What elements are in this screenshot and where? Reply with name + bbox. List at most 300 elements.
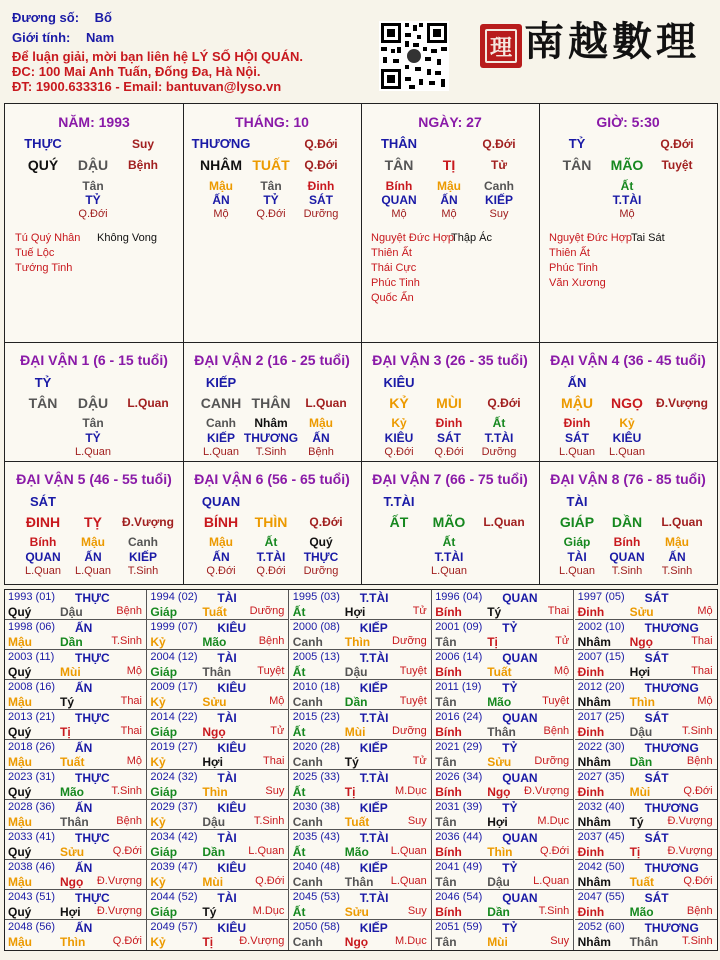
year-phase: T.Sinh [682, 725, 713, 737]
year-star: ẤN [75, 921, 93, 935]
year-stem: Kỷ [150, 935, 166, 949]
year-stem: Đinh [577, 845, 605, 859]
year-phase: Tử [412, 605, 427, 617]
year-branch: Tuất [629, 875, 655, 889]
hidden-star: KIẾP [484, 193, 514, 207]
hidden-god: T.Sinh [255, 446, 287, 458]
year-cell[interactable] [432, 860, 574, 890]
year-label: 2000 (08) [292, 621, 340, 633]
year-cell[interactable] [147, 770, 289, 800]
year-cell[interactable] [290, 710, 432, 740]
year-label: 2007 (15) [577, 651, 625, 663]
hidden-stem: Mậu [437, 179, 461, 193]
year-cell[interactable] [290, 800, 432, 830]
year-stem: Mậu [8, 875, 32, 889]
year-phase: Đ.Vượng [239, 935, 285, 947]
year-cell[interactable] [147, 860, 289, 890]
year-label: 2025 (33) [292, 771, 340, 783]
year-branch: Mùi [60, 665, 81, 679]
year-cell[interactable] [290, 890, 432, 920]
year-label: 1995 (03) [292, 591, 340, 603]
dai-van-title: ĐẠI VẬN 2 (16 - 25 tuổi) [194, 352, 350, 368]
year-label: 2039 (47) [150, 861, 198, 873]
year-label: 2010 (18) [292, 681, 340, 693]
year-star: KIÊU [217, 861, 247, 875]
year-label: 2043 (51) [8, 891, 56, 903]
year-star: KIẾP [359, 621, 388, 635]
year-label: 2023 (31) [8, 771, 56, 783]
contact-phone-email[interactable]: ĐT: 1900.633316 - Email: bantuvan@lyso.vn [12, 79, 282, 94]
year-branch: Mùi [487, 935, 508, 949]
year-stem: Nhâm [577, 815, 611, 829]
year-cell[interactable] [147, 740, 289, 770]
year-star: KIẾP [359, 741, 388, 755]
dai-van-title: ĐẠI VẬN 3 (26 - 35 tuổi) [372, 352, 528, 368]
hidden-star: ẤN [312, 431, 330, 445]
dai-van-stem: BÍNH [203, 514, 239, 530]
year-cell[interactable] [5, 800, 147, 830]
year-phase: Mộ [269, 695, 285, 707]
year-branch: Sửu [344, 905, 369, 919]
hidden-stem: Ất [264, 535, 278, 549]
dai-van-branch: NGỌ [611, 395, 643, 411]
year-label: 2041 (49) [435, 861, 483, 873]
year-branch: Tý [202, 905, 217, 919]
year-phase: Đ.Vượng [667, 815, 713, 827]
dai-van-relation: L.Quan [305, 396, 347, 410]
pillar-stem: TÂN [384, 157, 414, 173]
year-phase: M.Dục [395, 935, 427, 947]
year-branch: Sửu [202, 695, 227, 709]
pillar-notes [371, 231, 454, 306]
hidden-stem: Mậu [209, 179, 233, 193]
year-branch: Tị [344, 785, 356, 799]
year-star: ẤN [75, 741, 93, 755]
year-cell[interactable] [575, 680, 717, 710]
hidden-stem: Bính [385, 179, 413, 193]
year-stem: Bính [435, 605, 462, 619]
gender-value: Nam [85, 30, 115, 45]
year-cell[interactable] [290, 860, 432, 890]
year-branch: Dậu [487, 875, 510, 889]
year-label: 2036 (44) [435, 831, 483, 843]
pillar-god: Q.Đới [482, 137, 516, 151]
year-cell[interactable] [432, 920, 574, 950]
pillar-cell [5, 104, 183, 342]
note-item: Không Vong [97, 232, 157, 244]
year-star: TÀI [217, 831, 237, 845]
hidden-stem: Ất [620, 179, 634, 193]
year-cell[interactable] [432, 890, 574, 920]
dai-van-branch: TỴ [84, 514, 102, 530]
pillar-title: NGÀY: 27 [418, 114, 482, 130]
year-phase: Tử [412, 755, 427, 767]
dai-van-cell [539, 462, 717, 581]
year-cell[interactable] [5, 590, 147, 620]
year-cell[interactable] [5, 650, 147, 680]
dai-van-star: KIÊU [383, 375, 415, 390]
year-stem: Tân [435, 635, 457, 649]
year-branch: Mão [202, 635, 227, 649]
year-star: THỰC [75, 831, 110, 845]
year-phase: Dưỡng [392, 725, 427, 737]
dai-van-relation: Q.Đới [487, 396, 521, 410]
year-stem: Quý [8, 845, 32, 859]
year-cell[interactable] [575, 650, 717, 680]
year-phase: L.Quan [533, 875, 570, 887]
year-branch: Ngọ [344, 935, 369, 949]
note-item: Tướng Tinh [15, 262, 73, 274]
hidden-star: KIÊU [384, 431, 414, 445]
year-cell[interactable] [147, 890, 289, 920]
qr-code-icon[interactable] [379, 21, 449, 91]
year-phase: M.Dục [537, 815, 570, 827]
pillar-god: Q.Đới [660, 137, 694, 151]
pillar-stem: TÂN [562, 157, 592, 173]
year-cell[interactable] [575, 590, 717, 620]
year-stem: Mậu [8, 755, 32, 769]
year-cell[interactable] [290, 680, 432, 710]
dai-van-star: KIẾP [205, 375, 237, 390]
hidden-star: T.TÀI [434, 550, 464, 564]
year-cell[interactable] [147, 590, 289, 620]
dai-van-branch: MÃO [432, 514, 466, 530]
year-cell[interactable] [147, 920, 289, 950]
year-stem: Bính [435, 905, 462, 919]
year-star: THƯƠNG [644, 741, 699, 755]
year-cell[interactable] [5, 710, 147, 740]
year-cell[interactable] [5, 890, 147, 920]
year-cell[interactable] [432, 590, 574, 620]
hidden-stem: Tân [82, 416, 104, 430]
year-cell[interactable] [432, 740, 574, 770]
year-label: 2028 (36) [8, 801, 56, 813]
year-star: THƯƠNG [644, 621, 699, 635]
dai-van-cell [183, 343, 361, 462]
year-stem: Tân [435, 815, 457, 829]
year-label: 2011 (19) [435, 681, 482, 693]
year-phase: Bệnh [116, 815, 142, 827]
year-phase: Bệnh [116, 605, 142, 617]
year-label: 2042 (50) [577, 861, 625, 873]
dai-van-title: ĐẠI VẬN 6 (56 - 65 tuổi) [194, 471, 350, 487]
year-star: QUAN [502, 891, 538, 905]
year-phase: Thai [120, 695, 142, 707]
year-cell[interactable] [432, 770, 574, 800]
hidden-stem: Mậu [209, 535, 233, 549]
year-label: 2051 (59) [435, 921, 483, 933]
year-cell[interactable] [290, 650, 432, 680]
year-branch: Mùi [344, 725, 366, 739]
year-star: TỶ [502, 741, 518, 755]
year-label: 2029 (37) [150, 801, 198, 813]
year-phase: Suy [550, 935, 570, 947]
year-star: THƯƠNG [644, 801, 699, 815]
year-stem: Ất [292, 785, 306, 799]
year-branch: Thìn [344, 635, 371, 649]
year-phase: Q.Đới [683, 875, 713, 887]
hidden-stem: Mậu [81, 535, 105, 549]
year-phase: T.Sinh [111, 785, 142, 797]
year-cell[interactable] [432, 620, 574, 650]
year-label: 2035 (43) [292, 831, 340, 843]
pillar-star: THÂN [380, 136, 418, 151]
hidden-god: Q.Đới [384, 446, 414, 458]
year-stem: Giáp [150, 725, 178, 739]
year-phase: Q.Đới [112, 845, 142, 857]
year-branch: Dần [487, 905, 510, 919]
year-branch: Mão [487, 695, 512, 709]
pillar-relation: Q.Đới [304, 158, 338, 172]
hidden-god: Bệnh [308, 446, 334, 458]
year-star: KIÊU [217, 621, 247, 635]
year-branch: Tý [487, 605, 502, 619]
hidden-stem: Nhâm [254, 416, 288, 430]
year-cell[interactable] [432, 650, 574, 680]
year-cell[interactable] [5, 860, 147, 890]
year-cell[interactable] [575, 800, 717, 830]
year-phase: Mộ [697, 605, 713, 617]
note-item: Tuế Lộc [15, 247, 55, 259]
hidden-stem: Bính [29, 535, 57, 549]
year-label: 2024 (32) [150, 771, 198, 783]
year-star: QUAN [502, 771, 538, 785]
year-branch: Tị [202, 935, 214, 949]
dai-van-stem: GIÁP [559, 514, 595, 530]
year-branch: Dần [60, 635, 83, 649]
year-stem: Canh [292, 815, 323, 829]
year-cell[interactable] [575, 740, 717, 770]
hidden-star: TỶ [85, 431, 101, 445]
pillar-relation: Bệnh [128, 158, 158, 172]
year-stem: Tân [435, 875, 457, 889]
year-branch: Thìn [60, 935, 86, 949]
hidden-god: Dưỡng [481, 446, 517, 458]
year-label: 2050 (58) [292, 921, 340, 933]
year-stem: Kỷ [150, 815, 166, 829]
dai-van-cell [361, 343, 539, 462]
hidden-star: QUAN [609, 550, 645, 564]
year-label: 1999 (07) [150, 621, 198, 633]
note-item: Tai Sát [631, 232, 665, 244]
year-phase: Tuyệt [257, 665, 285, 677]
note-item: Thiên Ất [549, 247, 590, 259]
year-cell[interactable] [147, 710, 289, 740]
year-star: TÀI [217, 771, 237, 785]
dai-van-star: ẤN [567, 375, 587, 390]
year-cell[interactable] [290, 920, 432, 950]
year-branch: Mão [60, 785, 84, 799]
year-branch: Mùi [202, 875, 224, 889]
hidden-star: T.TÀI [484, 431, 514, 445]
year-stem: Nhâm [577, 935, 611, 949]
pillar-branch: DẬU [77, 157, 109, 173]
year-label: 2018 (26) [8, 741, 56, 753]
year-star: KIÊU [217, 681, 247, 695]
year-cell[interactable] [432, 710, 574, 740]
year-branch: Thân [344, 875, 374, 889]
year-cell[interactable] [575, 860, 717, 890]
year-cell[interactable] [290, 590, 432, 620]
year-label: 2012 (20) [577, 681, 625, 693]
subject-line [12, 10, 112, 26]
pillar-notes-secondary [97, 231, 157, 246]
year-star: KIẾP [359, 801, 388, 815]
hidden-god: L.Quan [74, 446, 112, 458]
dai-van-stem: CANH [200, 395, 242, 411]
year-cell[interactable] [290, 770, 432, 800]
year-star: TỶ [502, 861, 518, 875]
year-label: 1998 (06) [8, 621, 56, 633]
pillar-branch: TUẤT [252, 157, 290, 173]
year-star: T.TÀI [359, 771, 389, 785]
year-star: THƯƠNG [644, 681, 699, 695]
year-cell[interactable] [290, 620, 432, 650]
year-phase: Đ.Vượng [667, 845, 713, 857]
year-stem: Ất [292, 725, 306, 739]
year-cell[interactable] [290, 830, 432, 860]
dai-van-branch: MÙI [436, 395, 462, 411]
year-branch: Dần [202, 845, 226, 859]
year-cell[interactable] [575, 830, 717, 860]
year-cell[interactable] [575, 890, 717, 920]
year-phase: Thai [547, 605, 570, 617]
hidden-star: TỶ [85, 193, 101, 207]
year-phase: Tử [270, 725, 285, 737]
hidden-stem: Canh [484, 179, 514, 193]
year-star: TÀI [217, 891, 237, 905]
pillar-cell [361, 104, 539, 342]
year-label: 2048 (56) [8, 921, 56, 933]
year-branch: Tuất [487, 665, 512, 679]
year-label: 2016 (24) [435, 711, 483, 723]
year-stem: Canh [292, 695, 323, 709]
year-branch: Ngọ [487, 785, 511, 799]
dai-van-cell [539, 343, 717, 462]
year-cell[interactable] [5, 770, 147, 800]
year-cell[interactable] [147, 800, 289, 830]
year-cell[interactable] [432, 830, 574, 860]
year-stem: Kỷ [150, 755, 166, 769]
year-branch: Mão [344, 845, 369, 859]
contact-invite: Để luận giải, mời bạn liên hệ LÝ SỐ HỘI QUÁN. [12, 49, 303, 64]
hidden-star: SÁT [437, 431, 461, 445]
note-item: Nguyệt Đức Hợp [371, 232, 455, 244]
year-star: THỰC [75, 771, 110, 785]
year-phase: Tuyệt [542, 695, 570, 707]
dai-van-relation: L.Quan [127, 396, 169, 410]
year-star: QUAN [502, 591, 538, 605]
hidden-stem: Đinh [563, 416, 591, 430]
pillar-star: TỶ [568, 136, 586, 151]
subject-label: Đương số: [12, 10, 80, 25]
year-cell[interactable] [432, 680, 574, 710]
hidden-star: KIẾP [206, 431, 236, 445]
year-label: 2008 (16) [8, 681, 56, 693]
hidden-star: SÁT [309, 193, 333, 207]
year-label: 2017 (25) [577, 711, 625, 723]
year-phase: Dưỡng [392, 635, 427, 647]
contact-address: ĐC: 100 Mai Anh Tuấn, Đống Đa, Hà Nội. [12, 64, 261, 79]
hidden-star: ẤN [212, 193, 230, 207]
pillar-god: Q.Đới [304, 137, 338, 151]
year-phase: Đ.Vượng [96, 905, 142, 917]
pillar-notes-secondary [631, 231, 665, 246]
pillar-cell [539, 104, 717, 342]
year-phase: Thai [262, 755, 285, 767]
hidden-god: T.Sinh [127, 565, 159, 577]
year-cell[interactable] [5, 740, 147, 770]
year-stem: Giáp [150, 605, 178, 619]
logo-text: 南越數理 [524, 18, 700, 65]
year-cell[interactable] [147, 830, 289, 860]
year-branch: Hợi [629, 665, 651, 679]
year-cell[interactable] [575, 620, 717, 650]
hidden-stem: Ất [442, 535, 456, 549]
year-star: TỶ [502, 621, 518, 635]
year-phase: Mộ [126, 755, 142, 767]
year-label: 2037 (45) [577, 831, 625, 843]
year-cell[interactable] [575, 920, 717, 950]
year-label: 1993 (01) [8, 591, 56, 603]
year-cell[interactable] [5, 920, 147, 950]
year-cell[interactable] [575, 770, 717, 800]
year-label: 2005 (13) [292, 651, 340, 663]
hidden-star: THƯƠNG [243, 431, 299, 445]
year-stem: Quý [8, 665, 32, 679]
year-phase: Bệnh [686, 755, 713, 767]
year-stem: Đinh [577, 905, 605, 919]
year-star: TỶ [502, 681, 518, 695]
year-cell[interactable] [5, 830, 147, 860]
year-cell[interactable] [5, 680, 147, 710]
hidden-star: ẤN [668, 550, 686, 564]
hidden-stem: Tân [82, 179, 104, 193]
year-star: KIẾP [359, 861, 388, 875]
year-cell[interactable] [575, 710, 717, 740]
year-cell[interactable] [5, 620, 147, 650]
pillar-branch: MÃO [610, 157, 644, 173]
year-stem: Quý [8, 605, 32, 619]
dai-van-star: T.TÀI [383, 494, 415, 509]
year-phase: T.Sinh [253, 815, 285, 827]
dai-van-relation: Đ.Vượng [122, 515, 174, 529]
year-cell[interactable] [290, 740, 432, 770]
note-item: Thập Ác [451, 232, 492, 244]
year-cell[interactable] [147, 680, 289, 710]
hidden-god: Q.Đới [78, 208, 108, 220]
year-branch: Tị [60, 725, 71, 739]
hidden-god: L.Quan [558, 565, 596, 577]
year-cell[interactable] [147, 620, 289, 650]
hidden-god: L.Quan [202, 446, 240, 458]
year-branch: Tị [487, 635, 498, 649]
year-branch: Dậu [202, 815, 226, 829]
year-stem: Quý [8, 725, 32, 739]
year-star: T.TÀI [359, 891, 389, 905]
dai-van-star: TÀI [566, 494, 588, 509]
year-cell[interactable] [432, 800, 574, 830]
hidden-star: QUAN [381, 193, 417, 207]
dai-van-cell [5, 462, 183, 581]
year-branch: Thìn [487, 845, 513, 859]
year-stem: Canh [292, 755, 323, 769]
hidden-stem: Bính [613, 535, 641, 549]
year-cell[interactable] [147, 650, 289, 680]
year-branch: Thìn [202, 785, 228, 799]
year-stem: Canh [292, 635, 323, 649]
year-stem: Mậu [8, 635, 32, 649]
